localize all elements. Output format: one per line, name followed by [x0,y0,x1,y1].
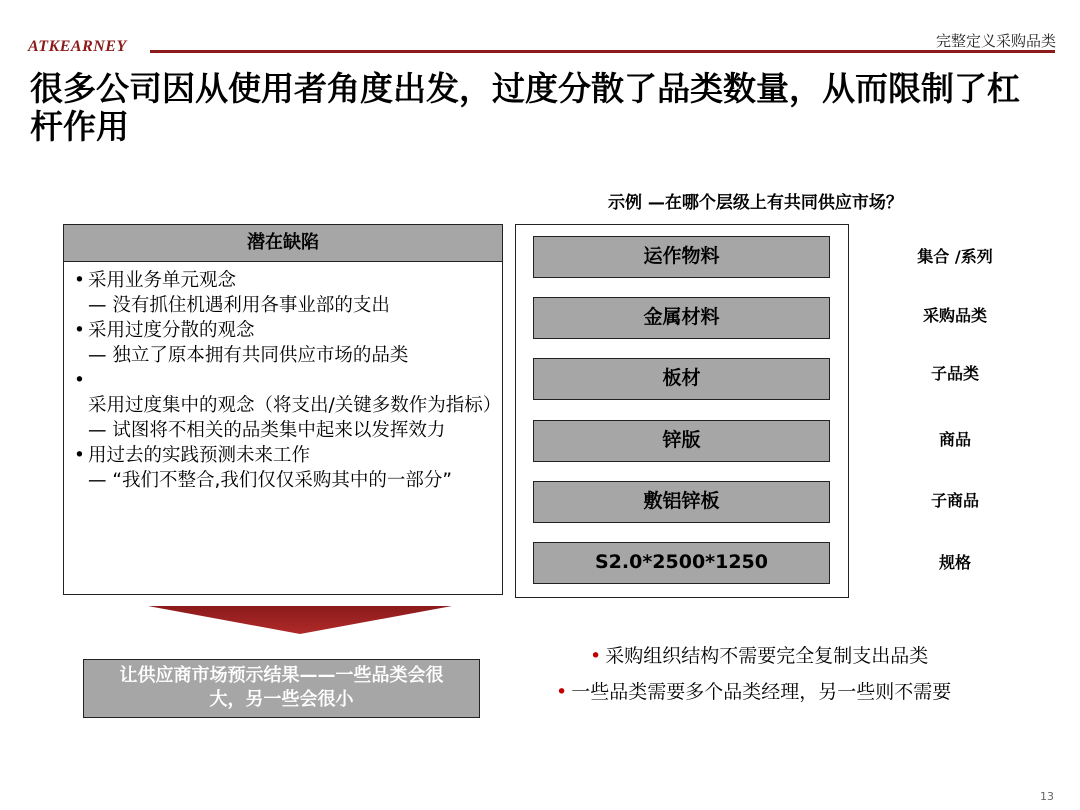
defect-item: • 用过去的实践预测未来工作 [72,443,494,468]
page-number: 13 [1040,790,1054,803]
level-box-specification: S2.0*2500*1250 [533,542,830,584]
note-item [556,674,951,710]
note-text: 一些品类需要多个品类经理，另一些则不需要 [571,681,952,703]
defects-header: 潜在缺陷 [64,225,502,262]
level-box-subcommodity: 敷铝锌板 [533,481,830,523]
defect-subitem: — 没有抓住机遇利用各事业部的支出 [94,293,494,318]
level-label-collection: 集合 /系列 [917,247,993,266]
level-box-collection: 运作物料 [533,236,830,278]
example-heading: 示例 —在哪个层级上有共同供应市场？ [608,193,903,213]
defect-item: • 采用过度分散的观念 [72,318,494,343]
defect-subitem: — 独立了原本拥有共同供应市场的品类 [94,343,494,368]
bullet-dot-icon: • [556,681,568,703]
defects-list [64,262,502,493]
defect-subitem: — 试图将不相关的品类集中起来以发挥效力 [94,418,494,443]
bullet-dot-icon: • [590,645,602,667]
level-label-subcommodity: 子商品 [930,491,979,510]
level-label-category: 采购品类 [922,306,987,325]
note-text: 采购组织结构不需要完全复制支出品类 [605,645,929,667]
result-box: 让供应商市场预示结果——一些品类会很大，另一些会很小 [83,659,480,718]
notes-list [556,638,951,710]
note-item [556,638,951,674]
defect-item: • 采用业务单元观念 [72,268,494,293]
level-label-subcategory: 子品类 [930,364,979,383]
defect-subitem: — “我们不整合,我们仅仅采购其中的一部分” [94,468,494,493]
potential-defects-panel [63,224,503,595]
level-label-commodity: 商品 [938,430,971,449]
defect-item: • 采用过度集中的观念（将支出/关键多数作为指标） [72,368,494,418]
level-box-subcategory: 板材 [533,358,830,400]
header-rule [150,50,1055,53]
page-title: 很多公司因从使用者角度出发，过度分散了品类数量，从而限制了杠杆作用 [30,69,1020,146]
company-logo: ATKEARNEY [28,38,127,55]
down-arrow-icon [148,606,452,636]
level-box-commodity: 锌版 [533,420,830,462]
level-box-category: 金属材料 [533,297,830,339]
level-label-specification: 规格 [938,553,971,572]
section-label: 完整定义采购品类 [935,32,1056,50]
